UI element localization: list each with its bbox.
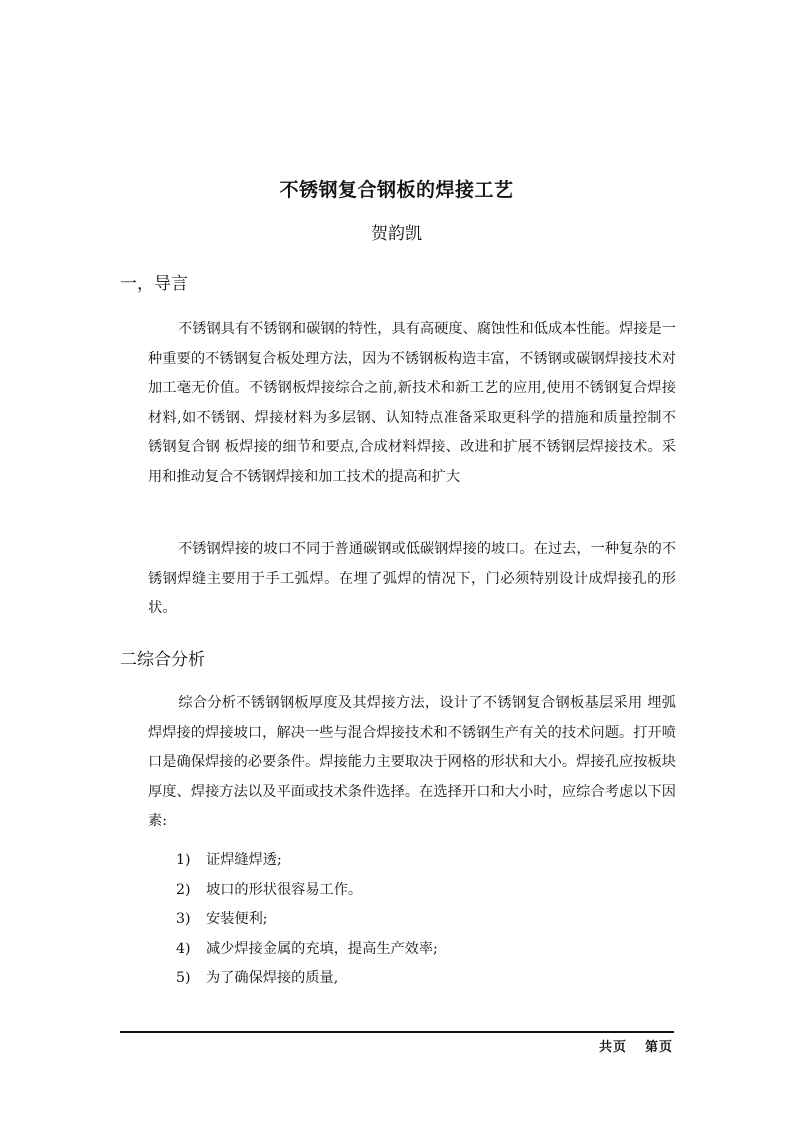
- paragraph: [148, 535, 676, 624]
- list-item-text: 坡口的形状很容易工作。: [206, 881, 363, 898]
- page-footer: [599, 1038, 673, 1058]
- page-number-label: 第页: [644, 1040, 673, 1055]
- list-item-text: 安装便利;: [206, 911, 268, 927]
- document-title: 不锈钢复合钢板的焊接工艺: [279, 179, 514, 201]
- list-item: [176, 905, 438, 935]
- list-item: [176, 935, 438, 965]
- considerations-list: [176, 846, 438, 994]
- paragraph: [148, 315, 676, 492]
- paragraph-text: 综合分析不锈钢钢板厚度及其焊接方法，设计了不锈钢复合钢板基层采用 埋弧焊焊接的焊接坡口，解决一些与混合焊接技术和不锈钢生产有关的技术问题。打开喷口是确保焊接的必要条件。焊接能力主要取决于网格的形状和大小。焊接孔应按板块厚度、焊接方法以及平面或技术条件选择。在选择开口和大小时，应综合考虑以下因素:: [148, 695, 676, 829]
- list-item-text: 减少焊接金属的充填，提高生产效率;: [206, 940, 438, 957]
- list-item-number: 2): [176, 881, 191, 898]
- section-heading-analysis: 二综合分析: [120, 650, 205, 670]
- list-item-number: 5): [176, 970, 191, 986]
- list-item-number: 1): [176, 852, 191, 868]
- list-item-text: 证焊缝焊透;: [206, 852, 282, 868]
- list-item: [176, 846, 438, 876]
- list-item-number: 3): [176, 911, 191, 927]
- list-item-text: 为了确保焊接的质量,: [206, 970, 339, 986]
- section-heading-introduction: 一，导言: [120, 274, 188, 294]
- paragraph-text: 不锈钢具有不锈钢和碳钢的特性，具有高硬度、腐蚀性和低成本性能。焊接是一种重要的不锈钢复合板处理方法，因为不锈钢板构造丰富，不锈钢或碳钢焊接技术对加工毫无价值。不锈钢板焊接综合之前,新技术和新工艺的应用,使用不锈钢复合焊接材料,如不锈钢、焊接材料为多层钢、认知特点准备采取更科学的措施和质量控制不锈钢复合钢 板焊接的细节和要点,合成材料焊接、改进和扩展不锈钢层焊接技术。采用和推动复合不锈钢焊接和加工技术的提高和扩大: [148, 321, 676, 485]
- total-pages-label: 共页: [598, 1040, 627, 1055]
- paragraph-text: 不锈钢焊接的坡口不同于普通碳钢或低碳钢焊接的坡口。在过去，一种复杂的不锈钢焊缝主要用于手工弧焊。在埋了弧焊的情况下，门必须特别设计成焊接孔的形状。: [148, 541, 676, 616]
- document-author: 贺韵凯: [371, 224, 422, 244]
- list-item: [176, 964, 438, 994]
- footer-divider: [120, 1031, 674, 1033]
- paragraph: [148, 689, 676, 837]
- list-item: [176, 876, 438, 906]
- list-item-number: 4): [176, 940, 191, 957]
